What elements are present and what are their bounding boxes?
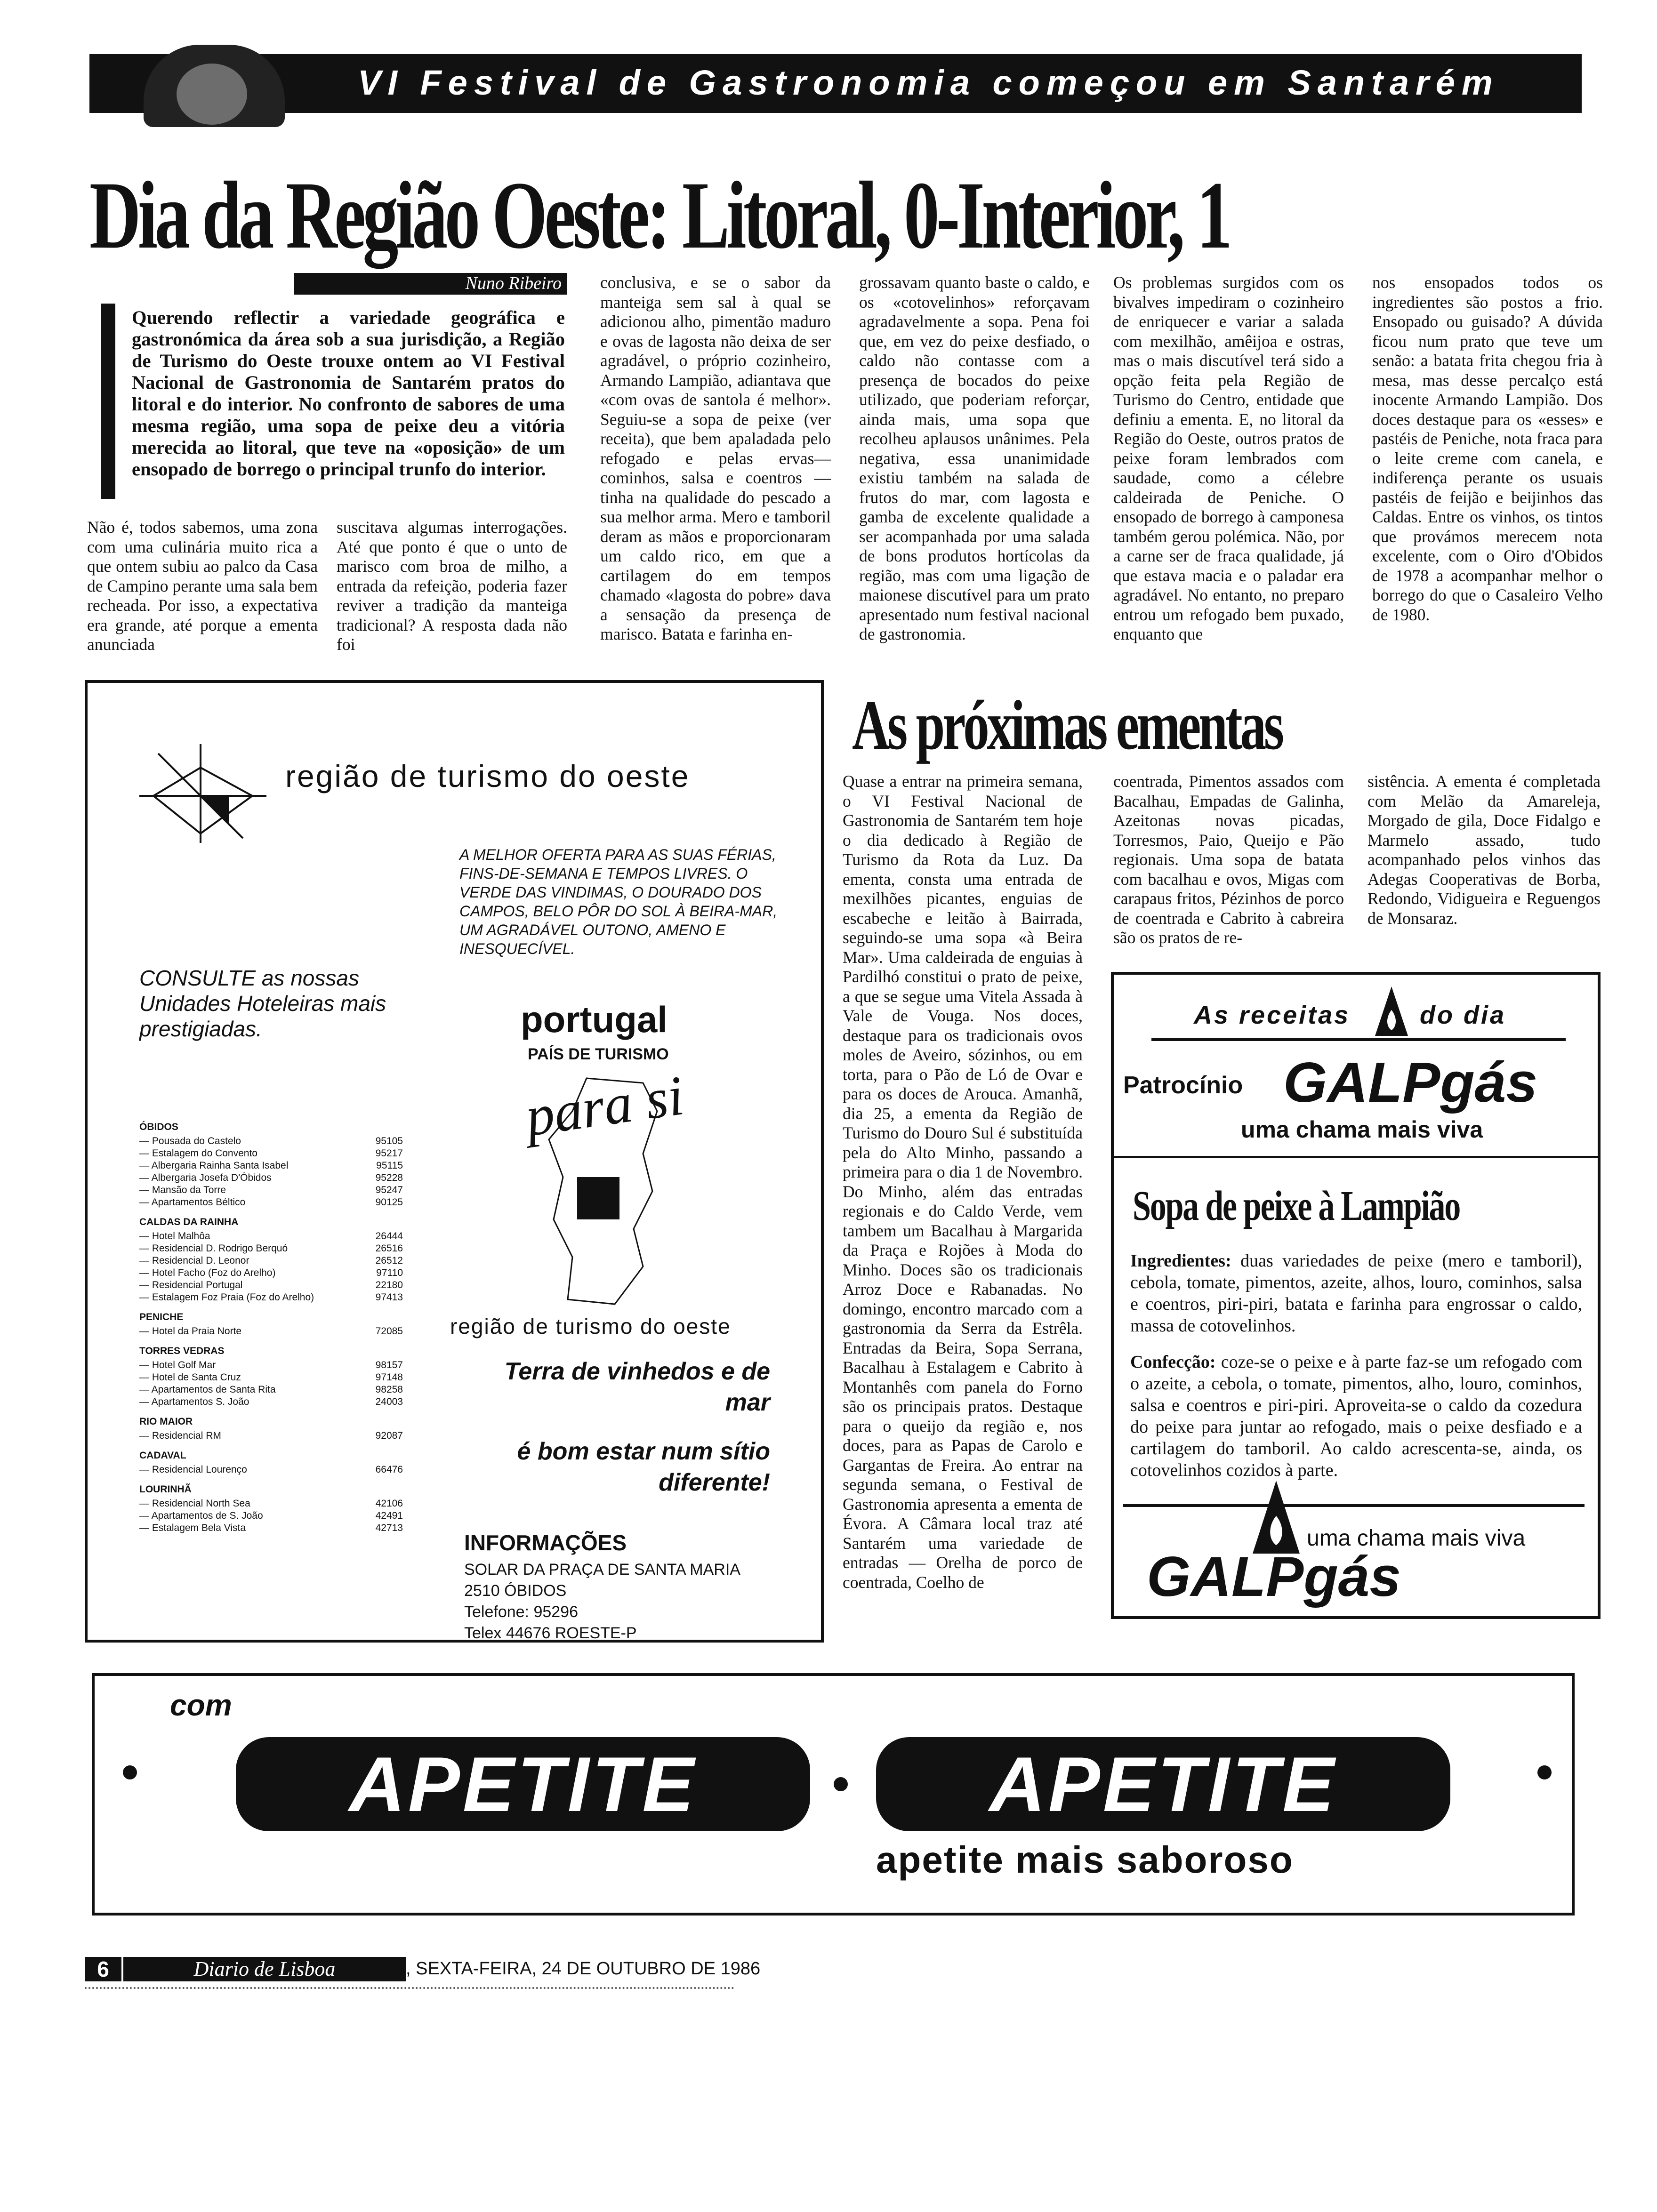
hotel-row bbox=[139, 1255, 403, 1267]
hotel-name: — Residencial North Sea bbox=[139, 1498, 250, 1509]
hotel-name: — Albergaria Josefa D'Óbidos bbox=[139, 1172, 272, 1183]
recipe-header-left: As receitas bbox=[1194, 1001, 1351, 1029]
hotel-phone: 90125 bbox=[375, 1197, 403, 1208]
hotel-town-heading: CALDAS DA RAINHA bbox=[139, 1217, 239, 1227]
hotel-phone: 95115 bbox=[376, 1160, 403, 1171]
hotel-phone: 26516 bbox=[375, 1243, 403, 1254]
oeste-tourism-ad bbox=[85, 680, 824, 1643]
bullet-dot bbox=[834, 1777, 848, 1791]
hotel-phone: 97148 bbox=[375, 1372, 403, 1383]
hotel-name: — Hotel Facho (Foz do Arelho) bbox=[139, 1267, 276, 1278]
ad-tagline-2: é bom estar num sítio diferente! bbox=[517, 1438, 770, 1496]
hotel-name: — Residencial D. Rodrigo Berquó bbox=[139, 1243, 288, 1254]
hotel-row bbox=[139, 1510, 403, 1522]
com-label: com bbox=[170, 1688, 232, 1722]
lead-bar bbox=[101, 304, 115, 499]
ad-tagline-1: Terra de vinhedos e de mar bbox=[504, 1358, 770, 1416]
chef-portrait bbox=[144, 45, 285, 127]
apetite-ad bbox=[92, 1673, 1575, 1915]
hotel-name: — Residencial Lourenço bbox=[139, 1464, 247, 1475]
oeste-logo-icon bbox=[130, 739, 271, 848]
bullet-dot bbox=[1537, 1765, 1552, 1779]
body-column-6: nos ensopados todos os ingredientes são postos a frio. Ensopado ou guisado? A dúvida ficou num prato que teve um senão: a batata frita chegou fria à mesa, mas desse percalço está inocente Armando Lampião. Dos doces destaque para os «esses» e pastéis de Peniche, nota fraca para o leite creme com canela, e indiferença perante os usuais pastéis de feijão e beijinhos das Caldas. Entre os vinhos, os tintos que provámos merecem nota excelente, com o Oiro d'Obidos de 1978 a acompanhar melhor o borrego do que o Casaleiro Velho de 1980. bbox=[1372, 273, 1603, 624]
hotel-phone: 22180 bbox=[375, 1280, 403, 1290]
hotel-phone: 95105 bbox=[375, 1136, 403, 1146]
ad-title: região de turismo do oeste bbox=[285, 759, 690, 793]
masthead-logo: Diario de Lisboa bbox=[123, 1957, 406, 1981]
footer-date: , SEXTA-FEIRA, 24 DE OUTUBRO DE 1986 bbox=[406, 1959, 761, 1979]
body-column-1: Não é, todos sabemos, uma zona com uma culinária muito rica a que ontem subiu ao palco da Casa de Campino perante uma sala bem recheada. Por isso, a expectativa era grande, até porque a ementa anunciada bbox=[87, 518, 318, 654]
hotel-row bbox=[139, 1359, 403, 1371]
hotel-phone: 97413 bbox=[375, 1292, 403, 1303]
hotel-row bbox=[139, 1325, 403, 1338]
hotel-name: — Hotel da Praia Norte bbox=[139, 1326, 242, 1337]
hotel-town-heading: PENICHE bbox=[139, 1312, 184, 1322]
hotel-row bbox=[139, 1498, 403, 1510]
hotel-name: — Residencial RM bbox=[139, 1430, 221, 1441]
hotel-town-heading: ÓBIDOS bbox=[139, 1122, 178, 1132]
hotel-row bbox=[139, 1184, 403, 1196]
body-column-5: Os problemas surgidos com os bivalves impediram o cozinheiro de enriquecer e variar a salada com mexilhão, amêijoa e ostras, mas o mais discutível terá sido a opção feita pela Região de Turismo do Centro, entidade que definiu a ementa. E, no litoral da Região do Oeste, outros pratos de peixe foram lembrados com saudade, como a célebre caldeirada de Peniche. O ensopado de borrego à camponesa também gerou polémica. Não, por a carne ser de fraca qualidade, já que estava macia e o paladar era agradável. No entanto, no preparo entrou um refogado bem puxado, enquanto que bbox=[1113, 273, 1344, 643]
hotel-phone: 92087 bbox=[375, 1430, 403, 1441]
hotel-town-heading: LOURINHÃ bbox=[139, 1484, 192, 1495]
divider bbox=[1114, 1156, 1599, 1158]
page-number: 6 bbox=[85, 1957, 121, 1981]
byline: Nuno Ribeiro bbox=[294, 273, 567, 295]
ad-title-2: região de turismo do oeste bbox=[450, 1314, 731, 1338]
hotel-phone: 72085 bbox=[375, 1326, 403, 1337]
hotel-list bbox=[139, 1114, 403, 1534]
flame-icon bbox=[1373, 984, 1410, 1041]
preparation-label: Confecção: bbox=[1130, 1352, 1216, 1372]
bullet-dot bbox=[123, 1765, 137, 1779]
hotel-phone: 66476 bbox=[375, 1464, 403, 1475]
ementas-column-1: Quase a entrar na primeira semana, o VI Festival Nacional de Gastronomia de Santarém tem hoje o dia dedicado à Região de Turismo da Rota da Luz. Da ementa, consta uma entrada de mexilhões picantes, enguias de escabeche e leitão à Bairrada, seguindo-se uma sopa «à Beira Mar». Uma caldeirada de enguias à Pardilhó constitui o prato de peixe, a que se segue uma Vitela Assada à Vale de Vouga. Nos doces, destaque para os tradicionais ovos moles de Aveiro, sózinhos, ou em torta, para o Pão de Ló de Ovar e para os doces de Arouca. Amanhã, dia 25, a ementa da Região de Turismo do Douro Sul é substituída pela do Alto Minho, passando a primeira para o dia 1 de Novembro. Do Minho, além das entradas regionais e do Caldo Verde, vem tambem um Bacalhau à Margarida da Praça e Rojões à Moda do Minho. Doces são os tradicionais Arroz Doce e Rabanadas. No domingo, encontro marcado com a gastronomia da Serra da Estrêla. Entradas da Beira, Sopa Serrana, Bacalhau à Estalagem e Cabrito à Montanhês com panela do Forno são os principais pratos. Destaque para o queijo da região e, nos doces, para as Papas de Carolo e Gargantas de Freira. Ao entrar na segunda semana, o Festival de Gastronomia apresenta a ementa de Évora. A Câmara local traz até Santarém uma variedade de entradas — Orelha de porco de coentrada, Coelho de bbox=[843, 772, 1083, 1592]
banner-text: VI Festival de Gastronomia começou em Santarém bbox=[358, 63, 1499, 102]
galp-logo-2: GALPgás bbox=[1147, 1545, 1401, 1608]
hotel-name: — Estalagem Foz Praia (Foz do Arelho) bbox=[139, 1292, 314, 1303]
recipe-title: Sopa de peixe à Lampião bbox=[1133, 1183, 1460, 1229]
hotel-phone: 95247 bbox=[375, 1185, 403, 1195]
galp-motto-2: uma chama mais viva bbox=[1307, 1526, 1526, 1551]
body-column-4: grossavam quanto baste o caldo, e os «cotovelinhos» reforçavam agradavelmente a sopa. Pena foi que, em vez do peixe desfiado, o caldo não contasse com a presença de bocados do peixe utilizado, que poderiam reforçar, ainda mais, uma sopa que recolheu aplausos unânimes. Pela negativa, essa unanimidade existiu também na salada de frutos do mar, com lagosta e gamba de excelente qualidade a ser acompanhada por uma salada de bons produtos hortícolas da região, mas com uma ligação de maionese discutível para um prato apresentado num festival nacional de gastronomia. bbox=[859, 273, 1090, 643]
hotel-row bbox=[139, 1172, 403, 1184]
hotel-name: — Estalagem Bela Vista bbox=[139, 1523, 246, 1533]
ingredients-label: Ingredientes: bbox=[1130, 1251, 1231, 1271]
hotel-row bbox=[139, 1430, 403, 1442]
hotel-name: — Residencial D. Leonor bbox=[139, 1255, 249, 1266]
ementas-title: As próximas ementas bbox=[852, 686, 1282, 764]
hotel-town-heading: CADAVAL bbox=[139, 1450, 186, 1461]
recipe-header-right: do dia bbox=[1420, 1001, 1506, 1029]
hotel-row bbox=[139, 1291, 403, 1304]
hotel-row bbox=[139, 1242, 403, 1255]
hotel-phone: 95217 bbox=[375, 1148, 403, 1159]
apetite-tagline: apetite mais saboroso bbox=[876, 1839, 1294, 1881]
hotel-name: — Pousada do Castelo bbox=[139, 1136, 241, 1146]
hotel-name: — Hotel Golf Mar bbox=[139, 1360, 216, 1370]
hotel-row bbox=[139, 1396, 403, 1408]
divider bbox=[1123, 1504, 1585, 1507]
apetite-logo-2: APETITE bbox=[876, 1737, 1450, 1831]
ad-consulte: CONSULTE as nossas Unidades Hoteleiras mais prestigiadas. bbox=[139, 966, 386, 1041]
hotel-name: — Residencial Portugal bbox=[139, 1280, 243, 1290]
hotel-row bbox=[139, 1371, 403, 1384]
hotel-phone: 26512 bbox=[375, 1255, 403, 1266]
hotel-name: — Estalagem do Convento bbox=[139, 1148, 257, 1159]
hotel-name: — Apartamentos de Santa Rita bbox=[139, 1384, 276, 1395]
hotel-town-heading: TORRES VEDRAS bbox=[139, 1346, 225, 1356]
hotel-name: — Apartamentos de S. João bbox=[139, 1510, 263, 1521]
hotel-name: — Hotel Malhôa bbox=[139, 1231, 210, 1242]
hotel-row bbox=[139, 1384, 403, 1396]
hotel-row bbox=[139, 1267, 403, 1279]
hotel-name: — Albergaria Rainha Santa Isabel bbox=[139, 1160, 289, 1171]
pais-turismo: PAÍS DE TURISMO bbox=[528, 1045, 669, 1063]
ad-slogan: A MELHOR OFERTA PARA AS SUAS FÉRIAS, FINS-DE-SEMANA E TEMPOS LIVRES. O VERDE DAS VINDIMAS, O DOURADO DOS CAMPOS, BELO PÔR DO SOL À BEIRA-MAR, UM AGRADÁVEL OUTONO, AMENO E INESQUECÍVEL. bbox=[459, 846, 778, 957]
hotel-phone: 42491 bbox=[375, 1510, 403, 1521]
hotel-row bbox=[139, 1279, 403, 1291]
hotel-row bbox=[139, 1160, 403, 1172]
section-banner bbox=[89, 54, 1582, 113]
hotel-phone: 97110 bbox=[376, 1267, 403, 1278]
body-column-2: suscitava algumas interrogações. Até que ponto é que o unto de marisco com broa de milho, a entrada da refeição, poderia fazer reviver a tradição da manteiga tradicional? A resposta dada não foi bbox=[337, 518, 567, 654]
hotel-name: — Apartamentos Béltico bbox=[139, 1197, 246, 1208]
info-line-3: Telefone: 95296 bbox=[464, 1603, 578, 1621]
body-column-3: conclusiva, e se o sabor da manteiga sem sal à qual se adicionou alho, pimentão maduro e ovas de lagosta não deixa de ser agradável, o próprio cozinheiro, Armando Lampião, adiantava que «com ovas de santola é melhor». Seguiu-se a sopa de peixe (ver receita), que bem apaladada pelo refogado e pelas ervas— cominhos, salsa e coentros — tinha na qualidade do pescado a sua melhor arma. Mero e tamboril deram as mãos e proporcionaram um caldo rico, em que a cartilagem do em tempos chamado «lagosta do pobre» dava a sensação da presença de marisco. Batata e farinha en- bbox=[600, 273, 831, 643]
hotel-row bbox=[139, 1230, 403, 1242]
hotel-name: — Apartamentos S. João bbox=[139, 1396, 249, 1407]
hotel-row bbox=[139, 1464, 403, 1476]
hotel-phone: 98258 bbox=[375, 1384, 403, 1395]
divider bbox=[1151, 1038, 1566, 1041]
hotel-row bbox=[139, 1147, 403, 1160]
hotel-row bbox=[139, 1522, 403, 1534]
hotel-phone: 95228 bbox=[375, 1172, 403, 1183]
recipe-box bbox=[1111, 972, 1601, 1619]
ingredients-text: duas variedades de peixe (mero e tamboril), cebola, tomate, pimentos, azeite, alhos, louro, cominhos, salsa e coentros, piri-piri, batata e farinha para engrossar o caldo, massa de cotovelinhos. bbox=[1130, 1251, 1582, 1336]
patrocinio-label: Patrocínio bbox=[1123, 1072, 1243, 1099]
hotel-name: — Mansão da Torre bbox=[139, 1185, 226, 1195]
hotel-row bbox=[139, 1196, 403, 1209]
recipe-preparation bbox=[1130, 1351, 1582, 1481]
portugal-logo: portugal bbox=[521, 999, 668, 1040]
footer-dotted-rule bbox=[85, 1987, 734, 1991]
recipe-ingredients bbox=[1130, 1250, 1582, 1337]
info-title: INFORMAÇÕES bbox=[464, 1531, 627, 1555]
hotel-town-heading: RIO MAIOR bbox=[139, 1416, 193, 1427]
preparation-text: coze-se o peixe e à parte faz-se um refogado com o azeite, a cebola, o tomate, pimentos, alho, louro, cominhos, salsa e coentros e piri-piri. Aproveita-se o caldo da cozedura do peixe para juntar ao refogado, mais o peixe desfiado e a cartilagem do tamboril. Ao caldo acrescenta-se, ainda, os cotovelinhos cozidos à parte. bbox=[1130, 1352, 1582, 1480]
lead-paragraph: Querendo reflectir a variedade geográfica e gastronómica da área sob a sua jurisdição, a Região de Turismo do Oeste trouxe ontem ao VI Festival Nacional de Gastronomia de Santarém pratos do litoral e do interior. No confronto de sabores de uma mesma região, uma sopa de peixe deu a vitória merecida ao litoral, que teve na «oposição» de um ensopado de borrego o principal trunfo do interior. bbox=[132, 307, 565, 480]
headline: Dia da Região Oeste: Litoral, 0-Interior, 1 bbox=[89, 162, 1230, 269]
hotel-name: — Hotel de Santa Cruz bbox=[139, 1372, 241, 1383]
hotel-phone: 24003 bbox=[375, 1396, 403, 1407]
hotel-phone: 26444 bbox=[375, 1231, 403, 1242]
hotel-row bbox=[139, 1135, 403, 1147]
ementas-column-2: coentrada, Pimentos assados com Bacalhau, Empadas de Galinha, Azeitonas novas picadas, Torresmos, Paio, Queijo e Pão regionais. Uma sopa de batata com bacalhau e ovos, Migas com carapaus fritos, Pézinhos de porco de coentrada e Cabrito à cabreira são os pratos de re- bbox=[1113, 772, 1344, 947]
galp-logo: GALPgás bbox=[1283, 1051, 1538, 1114]
info-line-4: Telex 44676 ROESTE-P bbox=[464, 1624, 637, 1642]
para-si-script: para si bbox=[522, 1064, 688, 1148]
hotel-phone: 42713 bbox=[375, 1523, 403, 1533]
info-line-1: SOLAR DA PRAÇA DE SANTA MARIA bbox=[464, 1561, 740, 1579]
ementas-column-3: sistência. A ementa é completada com Melão da Amareleja, Morgado de gila, Doce Fidalgo e Marmelo assado, tudo acompanhado pelos vinhos das Adegas Cooperativas de Borba, Redondo, Vidigueira e Reguengos de Monsaraz. bbox=[1367, 772, 1601, 928]
apetite-logo-1: APETITE bbox=[236, 1737, 810, 1831]
galp-motto: uma chama mais viva bbox=[1241, 1116, 1483, 1143]
hotel-phone: 42106 bbox=[375, 1498, 403, 1509]
info-line-2: 2510 ÓBIDOS bbox=[464, 1582, 567, 1600]
hotel-phone: 98157 bbox=[375, 1360, 403, 1370]
